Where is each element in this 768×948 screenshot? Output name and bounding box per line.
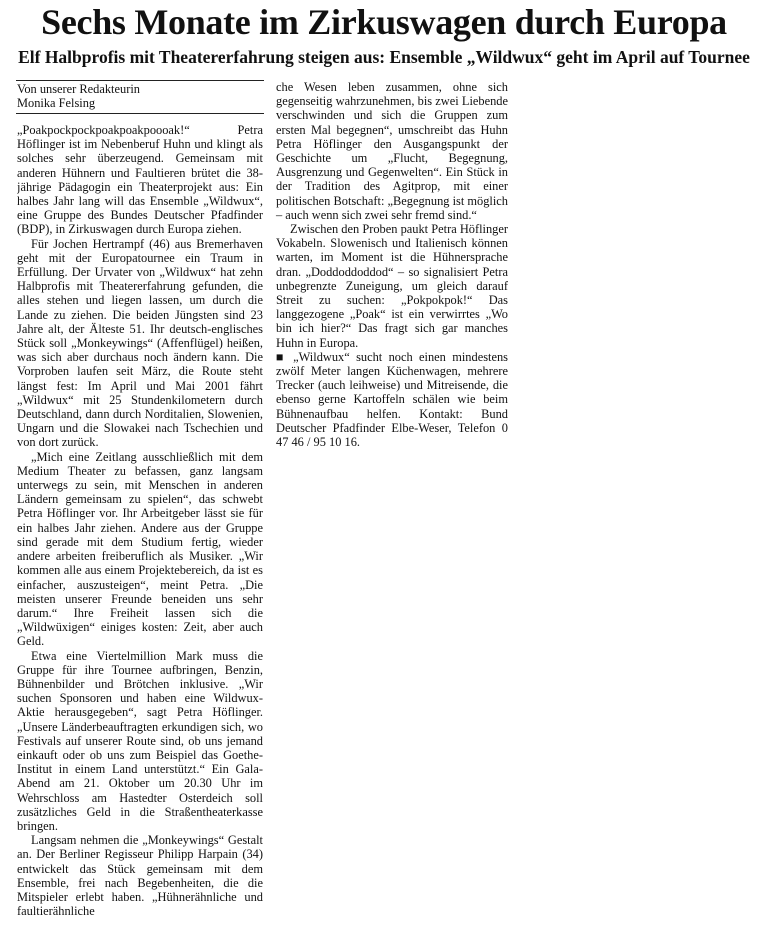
article-headline: Sechs Monate im Zirkuswagen durch Europa (41, 2, 727, 42)
article-paragraph: che Wesen leben zusammen, ohne sich gegenseitig wahrzunehmen, bis zwei Liebende verschwinden und sich die Gruppen zum ersten Mal begegnen“, umschreibt das Huhn Petra Höflinger den Ausgangspunkt der Geschichte um „Flucht, Begegnung, Ausgrenzung und Gegenwelten“. Ein Stück in der Tradition des Agitprop, mit einer politischen Botschaft: „Begegnung ist möglich – auch wenn sich zwei sehr fremd sind.“ (276, 80, 508, 222)
article-column-2 (276, 80, 508, 449)
article-paragraph: Zwischen den Proben paukt Petra Höflinger Vokabeln. Slowenisch und Italienisch können warten, im Moment ist die Hühnersprache dran. „Doddoddoddod“ – so signalisiert Petra unbegrenzte Zuneigung, um gleich darauf Streit zu suchen: „Pokpokpok!“ Das langgezogene „Poak“ ist ein verwirrtes „Wo bin ich hier?“ Das fragt sich gar manches Huhn in Europa. (276, 222, 508, 350)
info-text: „Wildwux“ sucht noch einen mindestens zwölf Meter langen Küchenwagen, mehrere Trecker (auch leihweise) und Mitreisende, die ebenso gerne Kartoffeln schälen wie beim Bühnenaufbau helfen. Kontakt: Bund Deutscher Pfadfinder Elbe-Weser, Telefon 0 47 46 / 95 10 16. (276, 349, 508, 450)
article-column-1 (17, 123, 263, 946)
article-paragraph: „Poakpockpockpoakpoakpoooak!“ Petra Höflinger ist im Nebenberuf Huhn und klingt als solches sehr überzeugend. Gemeinsam mit anderen Hühnern und Faultieren brütet die 38-jährige Pädagogin ein Theaterprojekt aus: Ein halbes Jahr lang will das Ensemble „Wildwux“, eine Gruppe des Bundes Deutscher Pfadfinder (BDP), in Zirkuswagen durch Europa ziehen. (17, 123, 263, 237)
article-subheadline: Elf Halbprofis mit Theatererfahrung steigen aus: Ensemble „Wildwux“ geht im April auf Tournee (18, 47, 750, 67)
byline-author: Monika Felsing (17, 96, 96, 111)
article-paragraph: Langsam nehmen die „Monkeywings“ Gestalt an. Der Berliner Regisseur Philipp Harpain (34) entwickelt das Stück gemeinsam mit dem Ensemble, frei nach Begebenheiten, die die Mitspieler erlebt haben. „Hühnerähnliche und faultierähnliche (17, 833, 263, 919)
byline-bottom-rule (16, 113, 264, 114)
article-paragraph: Etwa eine Viertelmillion Mark muss die Gruppe für ihre Tournee aufbringen, Benzin, Bühnenbilder und Brötchen inklusive. „Wir suchen Sponsoren und haben eine Wildwux-Aktie herausgegeben“, sagt Petra Höflinger. „Unsere Länderbeauftragten erkundigen sich, wo Festivals auf unserer Route sind, ob uns jemand einkauft oder ob uns zum Beispiel das Goethe-Institut in einem Land unterstützt.“ Ein Gala-Abend am 21. Oktober um 20.30 Uhr im Wehrschloss am Hastedter Osterdeich soll zusätzliches Geld in die Straßentheaterkasse bringen. (17, 648, 263, 833)
byline-top-rule (16, 80, 264, 81)
article-paragraph: Für Jochen Hertrampf (46) aus Bremerhaven geht mit der Europatournee ein Traum in Erfüllung. Der Urvater von „Wildwux“ hat zehn Halbprofis mit Theatererfahrung gefunden, die alles stehen und liegen lassen, um durch die Lande zu ziehen. Die beiden Jüngsten sind 23 Jahre alt, der Älteste 51. Ihr deutsch-englisches Stück soll „Monkeywings“ (Affenflügel) heißen, was sich aber durchaus noch ändern kann. Die Vorproben laufen seit März, die Route steht längst fest: Im April und Mai 2001 fährt „Wildwux“ mit 25 Stundenkilometern durch Deutschland, dann durch Norditalien, Slowenien, Ungarn und die Slowakei nach Tschechien und von dort zurück. (17, 236, 263, 450)
byline-role: Von unserer Redakteurin (17, 82, 140, 96)
info-box (276, 350, 508, 449)
article-paragraph: „Mich eine Zeitlang ausschließlich mit dem Medium Theater zu befassen, ganz langsam unterwegs zu sein, mit Menschen in anderen Ländern gemeinsam zu spielen“, das schwebt Petra Höflinger vor. Ihr Arbeitgeber lässt sie für ein halbes Jahr ziehen. Andere aus der Gruppe sind gerade mit dem Studium fertig, wieder andere arbeiten freiberuflich als Musiker. „Wir kommen alle aus einem Projektebereich, da ist es einfacher, auszusteigen“, meint Petra. „Die meisten unserer Freunde beneiden uns sehr darum.“ Ihre Freiheit lassen sich die „Wildwüxigen“ einiges kosten: Zeit, aber auch Geld. (17, 449, 263, 649)
square-bullet-icon: ■ (276, 349, 287, 364)
byline (17, 82, 263, 111)
